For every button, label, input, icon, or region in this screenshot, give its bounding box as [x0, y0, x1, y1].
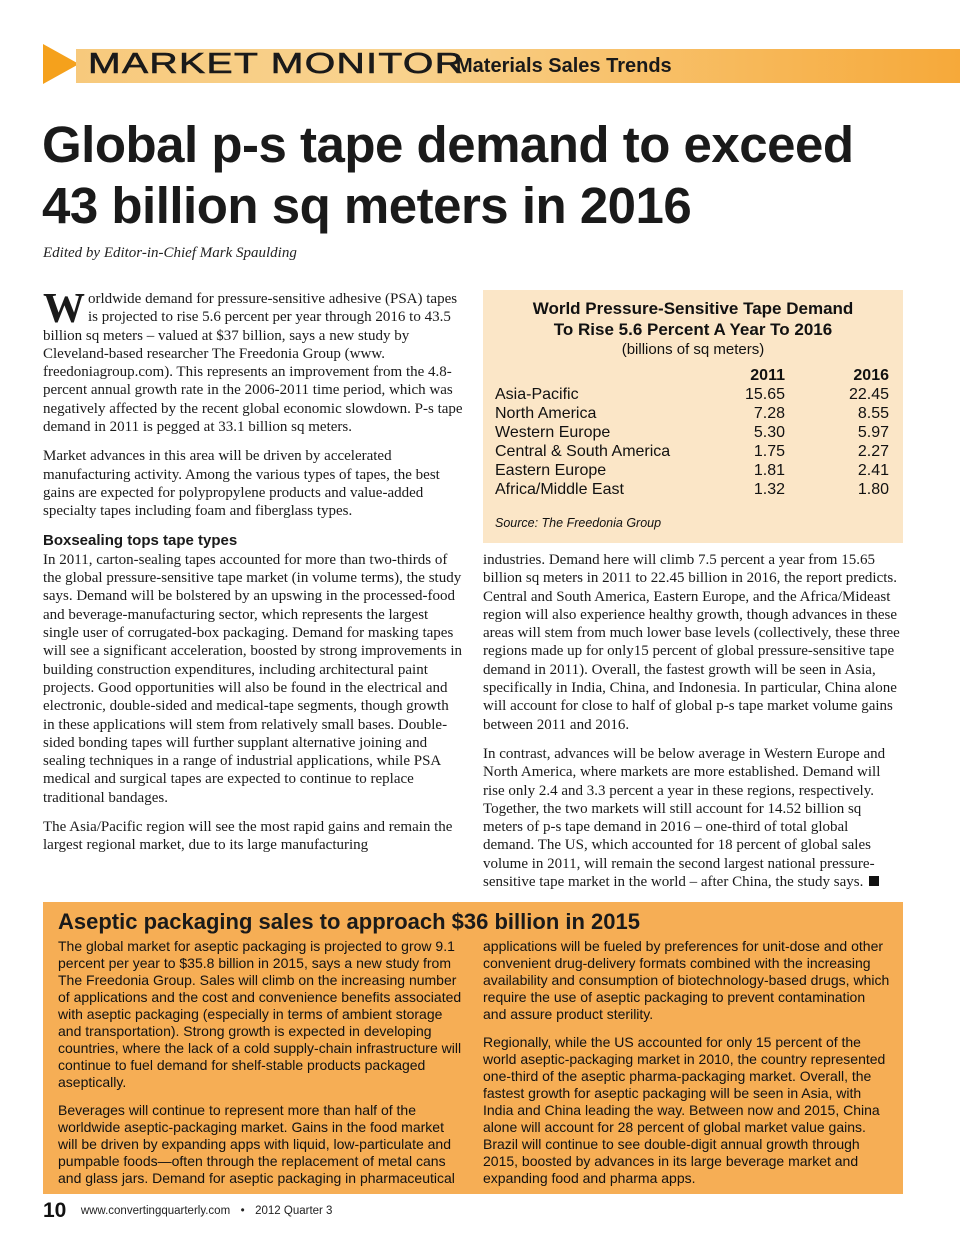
table-cell-region: North America [495, 405, 597, 422]
footer-separator: • [240, 1205, 245, 1217]
section-title: MARKET MONITOR [88, 48, 465, 80]
aseptic-sidebar [43, 902, 903, 1194]
table-row [495, 442, 889, 461]
table-header-row [495, 366, 889, 385]
section-subtitle: Materials Sales Trends [456, 55, 672, 77]
table-row [495, 461, 889, 480]
table-cell-2011: 1.81 [753, 462, 785, 479]
sidebar-title: Aseptic packaging sales to approach $36 billion in 2015 [58, 909, 640, 934]
table-cell-2016: 2.41 [857, 462, 889, 479]
table-row [495, 385, 889, 404]
article-headline: Global p-s tape demand to exceed 43 billion sq meters in 2016 [42, 116, 854, 234]
paragraph-intro [43, 286, 463, 436]
footer-site-link[interactable]: www.convertingquarterly.com [80, 1205, 231, 1217]
table-cell-region: Eastern Europe [495, 462, 607, 479]
paragraph-western-markets-text: In contrast, advances will be below average in Western Europe and North America, where markets are more established. Demand will rise only 2.4 and 3.3 percent a year in these regions, respectively. Together, the two markets will still account for 14.52 billion sq meters of p-s tape demand in 2016 – one-third of total global demand. The US, which accounted for 18 percent of global sales volume in 2011, will remain the second largest national pressure-sensitive tape market in the world – after China, the study says. [483, 745, 886, 891]
drop-cap: W [43, 286, 85, 332]
page-footer [43, 1199, 332, 1223]
table-cell-2016: 8.55 [857, 405, 889, 422]
sidebar-paragraph: Beverages will continue to represent more than half of the worldwide aseptic-packaging market. Gains in the food market will be driven by expanding apps with liquid, low-particulate and pumpable foods—often through the replacement of metal cans and glass jars. Demand for aseptic packaging in pharmaceutical [58, 1102, 455, 1186]
table-cell-2011: 15.65 [744, 386, 785, 403]
table-cell-2011: 5.30 [753, 424, 785, 441]
sidebar-column-left [58, 938, 466, 1198]
table-cell-2016: 22.45 [848, 386, 889, 403]
paragraph-carton-sealing: In 2011, carton-sealing tapes accounted for more than two-thirds of the global pressure-sensitive tape market (in volume terms), the study says. Demand will be bolstered by an upswing in the processed-food and beverage-manufacturing sector, which represents the largest single user of corrugated-box packaging. Demand for masking tapes will see a significant acceleration, boosted by strong improvements in building construction expenditures, including architectural paint projects. Good opportunities will also be found in the electrical and electronic, double-sided and medical-tape segments, though growth in these applications will stem from relatively small bases. Double-sided bonding tapes will further supplant alternative joining and sealing techniques in a range of industrial applications, while PSA medical and surgical tapes are expected to continue to replace traditional bandages. [43, 551, 463, 806]
sidebar-paragraph: applications will be fueled by preferences for unit-dose and other convenient drug-delivery formats combined with the increasing availability and consumption of biotechnology-based drugs, which require the use of aseptic packaging to prevent contamination and assure product sterility. [483, 938, 890, 1022]
banner-arrow-icon [43, 44, 79, 84]
paragraph-market-advances: Market advances in this area will be driven by accelerated manufacturing activity. Among the various types of tapes, the best gains are expected for polypropylene products and value-added specialty tapes including foam and fiberglass types. [43, 448, 440, 520]
table-title-line2: To Rise 5.6 Percent A Year To 2016 [553, 320, 833, 339]
table-source: Source: The Freedonia Group [495, 516, 662, 530]
article-column-right [483, 551, 903, 902]
table-cell-2016: 2.27 [857, 443, 889, 460]
table-title [483, 298, 903, 340]
end-mark-icon [869, 876, 879, 886]
table-cell-2011: 1.75 [753, 443, 785, 460]
article-column-left [43, 286, 463, 866]
table-units: (billions of sq meters) [621, 341, 765, 358]
table-title-line1: World Pressure-Sensitive Tape Demand [532, 299, 854, 318]
table-cell-2016: 5.97 [857, 424, 889, 441]
table-cell-region: Africa/Middle East [495, 481, 624, 498]
page-number: 10 [43, 1199, 67, 1222]
table-cell-region: Central & South America [495, 443, 671, 460]
footer-issue: 2012 Quarter 3 [255, 1205, 333, 1217]
byline: Edited by Editor-in-Chief Mark Spaulding [43, 245, 297, 261]
paragraph-intro-text: orldwide demand for pressure-sensitive adhesive (PSA) tapes is projected to rise 5.6 percent per year through 2016 to 43.5 billion sq meters – valued at $37 billion, says a new study by Cleveland-based researcher The Freedonia Group (www. freedoniagroup.com). This represents an improvement from the 4.8-percent annual growth rate in the 2006-2011 time period, which was negatively affected by the recent global economic slowdown. P-s tape demand in 2011 is pegged at 33.1 billion sq meters. [43, 291, 463, 436]
table-row [495, 404, 889, 423]
paragraph-regional-growth: industries. Demand here will climb 7.5 percent a year from 15.65 billion sq meters in 2011 to 22.45 billion in 2016, the report predicts. Central and South America, Eastern Europe, and the Africa/Mideast region will also experience healthy growth, though advances in these areas will stem from much lower base levels (collectively, these three regions made up for only15 percent of global pressure-sensitive tape demand in 2011). Overall, the fastest growth will be seen in Asia, specifically in India, China, and Indonesia. In particular, China alone will account for close to half of global p-s tape market volume gains between 2011 and 2016. [483, 552, 900, 733]
table-header-2011: 2011 [750, 367, 785, 384]
demand-table-box [483, 290, 903, 543]
table-cell-2011: 1.32 [753, 481, 785, 498]
sidebar-column-right [483, 938, 891, 1198]
table-cell-2011: 7.28 [753, 405, 785, 422]
paragraph-asia-pacific: The Asia/Pacific region will see the most rapid gains and remain the largest regional market, due to its large manufacturing [43, 819, 453, 854]
table-cell-region: Asia-Pacific [495, 386, 579, 403]
subhead-boxsealing: Boxsealing tops tape types [43, 531, 238, 549]
demand-table [495, 366, 889, 499]
table-row [495, 480, 889, 499]
table-cell-region: Western Europe [495, 424, 611, 441]
table-header-region [495, 366, 695, 385]
sidebar-paragraph: The global market for aseptic packaging is projected to grow 9.1 percent per year to $35.8 billion in 2015, says a new study from The Freedonia Group. Sales will climb on the increasing number of applications and the cost and convenience benefits associated with aseptic packaging (especially in terms of ambient storage and transportation). Strong growth is expected in developing countries, where the lack of a cold supply-chain infrastructure will continue to fuel demand for shelf-stable products packaged aseptically. [58, 938, 462, 1090]
table-cell-2016: 1.80 [857, 481, 889, 498]
table-header-2016: 2016 [853, 367, 889, 384]
paragraph-western-markets [483, 745, 903, 891]
sidebar-paragraph: Regionally, while the US accounted for only 15 percent of the world aseptic-packaging market in 2010, the country represented one-third of the aseptic pharma-packaging market. Overall, the fastest growth for aseptic packaging will be seen in Asia, with India and China leading the way. Between now and 2015, China alone will account for 28 percent of global market value gains. Brazil will continue to see double-digit annual growth through 2015, boosted by advances in its large beverage market and expanding food and pharma apps. [483, 1034, 886, 1186]
table-row [495, 423, 889, 442]
